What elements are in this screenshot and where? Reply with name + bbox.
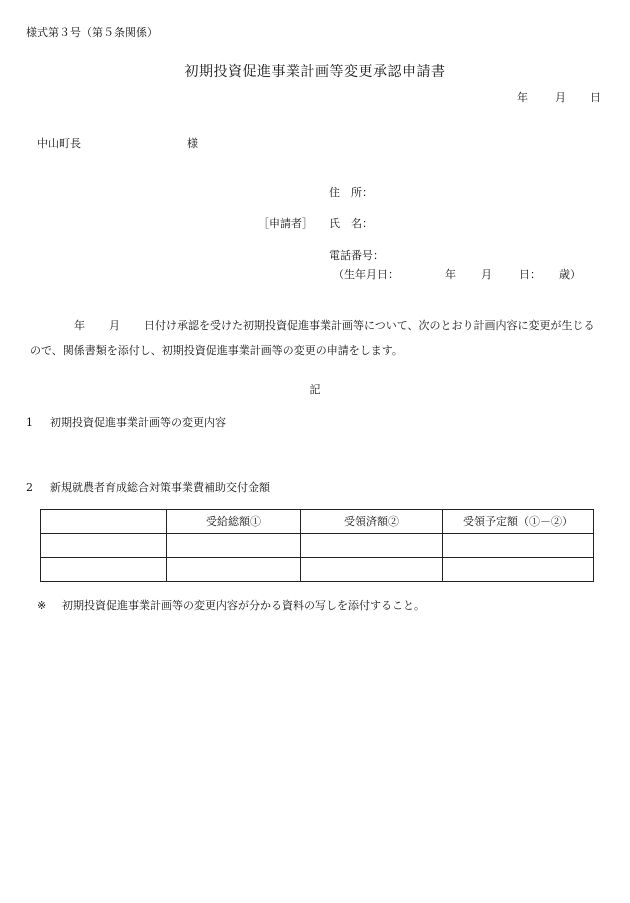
age-label: 歳） — [559, 268, 581, 281]
date-month-label: 月 — [555, 91, 566, 104]
section-1-title: 初期投資促進事業計画等の変更内容 — [50, 416, 226, 429]
form-number: 様式第３号（第５条関係） — [26, 26, 158, 39]
table-cell — [41, 558, 167, 582]
table-cell — [167, 558, 301, 582]
section-2-number: 2 — [26, 481, 33, 494]
section-1-number: 1 — [26, 416, 33, 429]
birthdate-year-label: 年 — [445, 268, 456, 281]
applicant-name-label: 氏 名： — [329, 217, 373, 230]
table-row — [41, 558, 594, 582]
statement-text: 日付け承認を受けた初期投資促進事業計画等について、次のとおり計画内容に変更が生じるので、関係書類を添付し、初期投資促進事業計画等の変更の申請をします。 — [30, 319, 595, 357]
note-mark: ※ — [37, 599, 47, 612]
birthdate-month-label: 月 — [481, 268, 492, 281]
birthdate-label: （生年月日： — [333, 268, 399, 281]
table-header-total-received: 受給総額① — [167, 510, 301, 534]
table-header-planned-receipt: 受領予定額（①－②） — [443, 510, 594, 534]
application-date — [517, 91, 601, 105]
addressee-honorific: 様 — [187, 137, 198, 150]
table-header-already-received: 受領済額② — [301, 510, 443, 534]
section-2-title: 新規就農者育成総合対策事業費補助交付金額 — [50, 481, 270, 494]
ki-heading: 記 — [309, 383, 321, 396]
application-statement — [30, 313, 605, 363]
table-cell — [41, 534, 167, 558]
table-header-blank — [41, 510, 167, 534]
section-1 — [26, 416, 226, 430]
statement-year-label: 年 — [74, 319, 85, 332]
addressee-name: 中山町長 — [37, 137, 81, 150]
applicant-phone-label: 電話番号： — [329, 249, 384, 262]
table-cell — [301, 558, 443, 582]
applicant-tag: ［申請者］ — [258, 217, 313, 230]
subsidy-amount-table — [40, 509, 594, 582]
section-2 — [26, 481, 270, 495]
attachment-note — [37, 599, 425, 613]
statement-month-label: 月 — [109, 319, 120, 332]
table-header-row — [41, 510, 594, 534]
table-cell — [443, 558, 594, 582]
applicant-address-label: 住 所： — [329, 186, 373, 199]
date-day-label: 日 — [590, 91, 601, 104]
applicant-birthdate — [333, 268, 581, 282]
note-text: 初期投資促進事業計画等の変更内容が分かる資料の写しを添付すること。 — [62, 599, 425, 612]
table-cell — [443, 534, 594, 558]
table-row — [41, 534, 594, 558]
form-title: 初期投資促進事業計画等変更承認申請書 — [184, 64, 446, 80]
table-cell — [167, 534, 301, 558]
date-year-label: 年 — [517, 91, 528, 104]
table-cell — [301, 534, 443, 558]
birthdate-day-label: 日： — [519, 268, 541, 281]
addressee — [37, 137, 198, 151]
